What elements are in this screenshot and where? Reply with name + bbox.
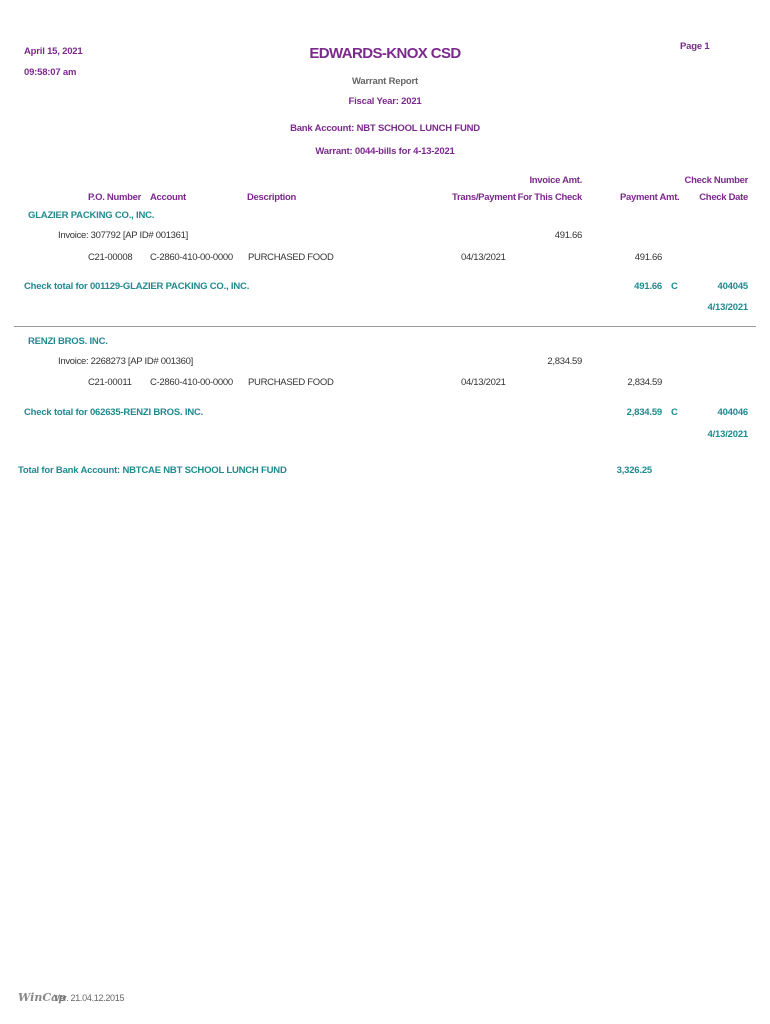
invoice-amount: 2,834.59 [547,356,582,367]
report-time: 09:58:07 am [24,67,77,78]
check-code: C [671,407,678,418]
po-number: C21-00011 [88,377,132,388]
bank-account: Bank Account: NBT SCHOOL LUNCH FUND [290,123,480,134]
payment-amount: 491.66 [634,252,662,263]
check-total-label: Check total for 001129-GLAZIER PACKING CO., INC. [24,281,250,292]
trans-date: 04/13/2021 [461,252,506,263]
report-date: April 15, 2021 [24,46,83,57]
col-po-number: P.O. Number [88,192,142,203]
bank-total-amount: 3,326.25 [616,465,652,476]
description: PURCHASED FOOD [248,252,334,263]
check-date: 4/13/2021 [707,302,748,313]
col-check-number: Check Number [684,175,748,186]
po-number: C21-00008 [88,252,133,263]
vendor-name: GLAZIER PACKING CO., INC. [28,210,155,221]
col-trans-payment: Trans/Payment [452,192,516,203]
invoice-line: Invoice: 2268273 [AP ID# 001360] [58,356,193,367]
description: PURCHASED FOOD [248,377,334,388]
check-total-label: Check total for 062635-RENZI BROS. INC. [24,407,204,418]
check-number: 404046 [717,407,748,418]
col-invoice-amt: Invoice Amt. [529,175,582,186]
invoice-line: Invoice: 307792 [AP ID# 001361] [58,230,188,241]
version-label: Ver. 21.04.12.2015 [54,993,125,1003]
invoice-amount: 491.66 [554,230,582,241]
check-code: C [671,281,678,292]
fiscal-year: Fiscal Year: 2021 [348,96,422,107]
organization-title: EDWARDS-KNOX CSD [309,45,461,62]
col-account: Account [150,192,186,203]
check-total-amount: 2,834.59 [626,407,662,418]
section-divider [14,326,756,327]
trans-date: 04/13/2021 [461,377,506,388]
check-number: 404045 [717,281,748,292]
warrant-title: Warrant: 0044-bills for 4-13-2021 [315,146,455,157]
col-description: Description [247,192,296,203]
col-payment-amt: Payment Amt. [620,192,680,203]
check-total-amount: 491.66 [634,281,662,292]
col-check-date: Check Date [699,192,748,203]
payment-amount: 2,834.59 [627,377,662,388]
wincap-logo: WinCap [18,991,66,1004]
bank-total-label: Total for Bank Account: NBTCAE NBT SCHOOL LUNCH FUND [18,465,287,476]
check-date: 4/13/2021 [707,429,748,440]
account-code: C-2860-410-00-0000 [150,377,233,388]
page-number: Page 1 [680,41,710,52]
account-code: C-2860-410-00-0000 [150,252,233,263]
col-for-this-check: For This Check [517,192,582,203]
vendor-name: RENZI BROS. INC. [28,336,108,347]
report-name: Warrant Report [352,76,418,87]
